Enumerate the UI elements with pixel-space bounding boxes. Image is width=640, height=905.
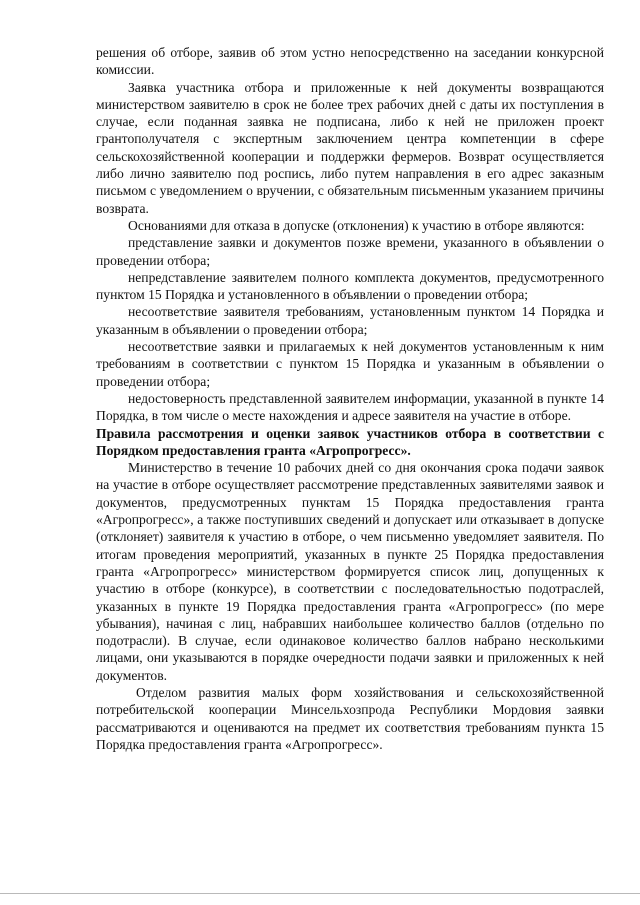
list-item-incomplete-documents: непредставление заявителем полного комплекта документов, предусмотренного пунктом 15 Порядка и установленного в объявлении о проведении отбора; [96,269,604,303]
page-bottom-edge [0,893,640,894]
section-heading: Правила рассмотрения и оценки заявок участников отбора в соответствии с Порядком предоставления гранта «Агропрогресс». [96,425,604,458]
document-page [96,44,604,753]
paragraph-department-review: Отделом развития малых форм хозяйствования и сельскохозяйственной потребительской кооперации Минсельхозпрода Республики Мордовия заявки рассматриваются и оцениваются на предмет их соответствия требованиям пункта 15 Порядка предоставления гранта «Агропрогресс». [96,684,604,752]
list-item-application-mismatch: несоответствие заявки и прилагаемых к ней документов установленным к ним требованиям в соответствии с пунктом 15 Порядка и указанным в объявлении о проведении отбора; [96,339,604,389]
list-item-applicant-mismatch: несоответствие заявителя требованиям, установленным пунктом 14 Порядка и указанным в объявлении о проведении отбора; [96,304,604,337]
paragraph-return-of-application: Заявка участника отбора и приложенные к ней документы возвращаются министерством заявителю в срок не более трех рабочих дней с даты их поступления в случае, если поданная заявка не подписана, либо к ней не приложен проект грантополучателя с экспертным заключением центра компетенции в сфере сельскохозяйственной кооперации и поддержки фермеров. Возврат осуществляется либо лично заявителю под роспись, либо путем направления в его адрес заказным письмом с уведомлением о вручении, с обязательным письменным указанием причины возврата. [96,79,604,216]
list-item-late-submission: представление заявки и документов позже времени, указанного в объявлении о проведении отбора; [96,235,604,268]
paragraph-grounds-intro: Основаниями для отказа в допуске (отклонения) к участию в отборе являются: [128,217,585,233]
paragraph-review-procedure: Министерство в течение 10 рабочих дней со дня окончания срока подачи заявок на участие в отборе осуществляет рассмотрение представленных заявителями заявок и документов, предусмотренных пунктам 15 Порядка предоставления гранта «Агропрогресс», а также поступивших сведений и допускает или отказывает в допуске (отклоняет) заявителя к участию в отборе, о чем письменно уведомляет заявителя. По итогам проведения мероприятий, указанных в пункте 25 Порядка предоставления гранта «Агропрогресс» министерством формируется список лиц, допущенных к участию в отборе (конкурсе), в соответствии с последовательностью подотраслей, указанных в пункте 19 Порядка предоставления гранта «Агропрогресс» (по мере убывания), начиная с лиц, набравших наибольшее количество баллов (отдельно по подотрасли). В случае, если одинаковое количество баллов набрано несколькими лицами, они указываются в порядке очередности подачи заявки и приложенных к ней документов. [96,460,604,683]
paragraph-continuation: решения об отборе, заявив об этом устно непосредственно на заседании конкурсной комиссии. [96,45,604,78]
list-item-false-information: недостоверность представленной заявителем информации, указанной в пункте 14 Порядка, в том числе о месте нахождения и адресе заявителя на участие в отборе. [96,390,604,424]
